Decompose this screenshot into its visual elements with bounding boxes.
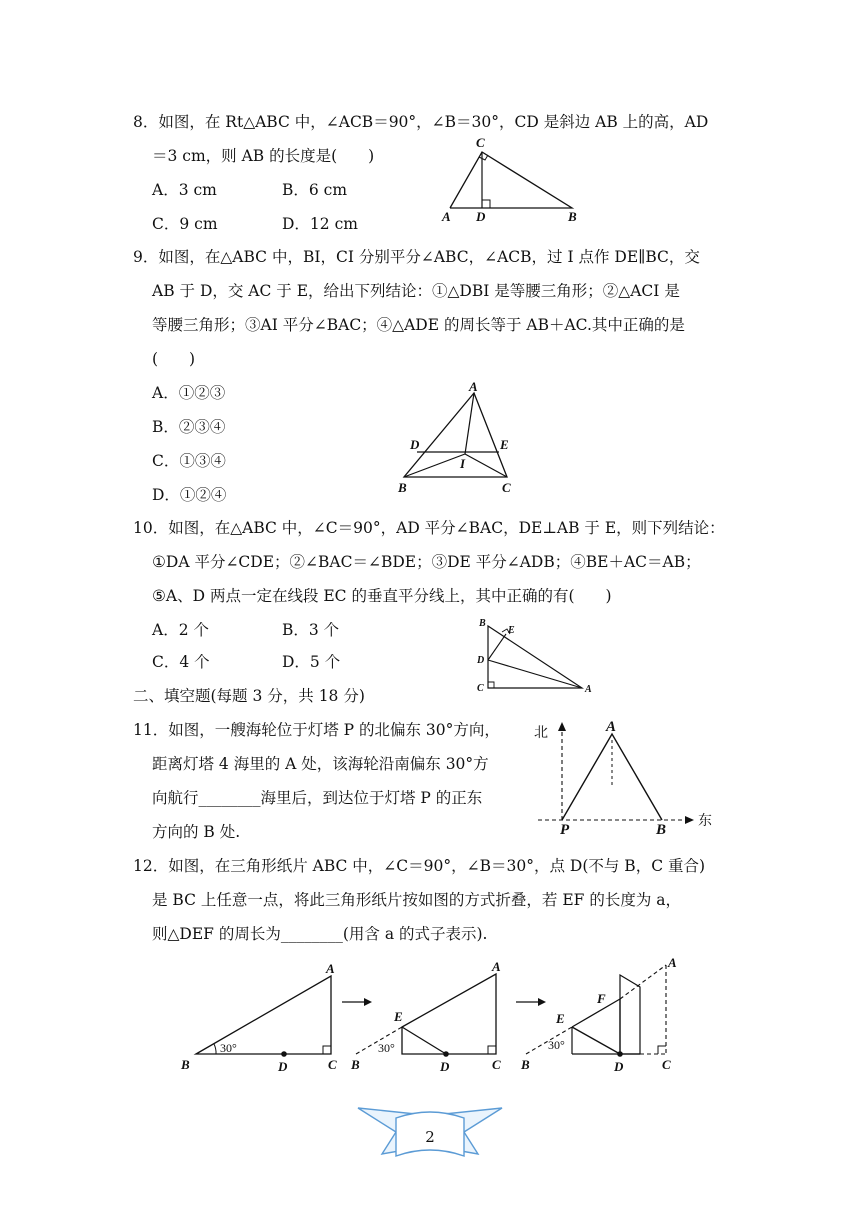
section-heading: 二、填空题(每题 3 分，共 18 分) xyxy=(133,687,365,705)
q12-line2: 是 BC 上任意一点，将此三角形纸片按如图的方式折叠，若 EF 的长度为 a， xyxy=(152,891,681,909)
q10-line2: ①DA 平分∠CDE；②∠BAC＝∠BDE；③DE 平分∠ADB；④BE＋AC＝AB； xyxy=(152,553,701,571)
q12-figure-2 xyxy=(350,959,501,1074)
q8-option-c: C．9 cm xyxy=(152,215,218,233)
q12-fig1-label-c: C xyxy=(328,1057,337,1072)
q12-fig3-label-c: C xyxy=(662,1057,671,1072)
q10-label-c: C xyxy=(477,683,484,694)
q8-label-a: A xyxy=(442,209,451,224)
q12-fig1-label-b: B xyxy=(181,1057,190,1072)
q9-line3: 等腰三角形；③AI 平分∠BAC；④△ADE 的周长等于 AB＋AC.其中正确的是 xyxy=(152,316,685,334)
q8-option-a: A．3 cm xyxy=(152,181,217,199)
q12-fig3-angle: 30° xyxy=(548,1038,565,1052)
q9-option-b: B．②③④ xyxy=(152,418,226,436)
q9-option-a: A．①②③ xyxy=(152,384,226,402)
q12-fig3-label-a: A xyxy=(668,955,677,970)
q8-option-b: B．6 cm xyxy=(282,181,348,199)
q9-label-i: I xyxy=(460,456,466,471)
q10-line1: 10．如图，在△ABC 中，∠C＝90°，AD 平分∠BAC，DE⊥AB 于 E，则下列结论： xyxy=(133,519,725,537)
q9-label-d: D xyxy=(410,437,420,452)
q10-option-a: A．2 个 xyxy=(152,621,209,639)
q8-option-d: D．12 cm xyxy=(282,215,358,233)
q12-figures xyxy=(170,955,700,1080)
q11-line3: 向航行________海里后，到达位于灯塔 P 的正东 xyxy=(152,789,483,807)
q12-fig3-label-f: F xyxy=(597,991,606,1006)
page-number: 2 xyxy=(425,1128,435,1146)
q11-label-p: P xyxy=(560,822,570,838)
q11-line2: 距离灯塔 4 海里的 A 处，该海轮沿南偏东 30°方 xyxy=(152,755,489,773)
q11-line1: 11．如图，一艘海轮位于灯塔 P 的北偏东 30°方向， xyxy=(133,721,500,739)
q10-label-e: E xyxy=(508,625,515,636)
q12-line3: 则△DEF 的周长为________(用含 a 的式子表示). xyxy=(152,925,488,943)
q12-figure-1 xyxy=(180,961,337,1074)
q8-line2: ＝3 cm，则 AB 的长度是( ) xyxy=(152,147,375,165)
q10-label-a: A xyxy=(585,684,592,695)
q12-fig2-label-c: C xyxy=(492,1057,501,1072)
q9-label-a: A xyxy=(469,379,478,394)
q12-fig2-label-a: A xyxy=(492,959,501,974)
q9-line1: 9．如图，在△ABC 中，BI，CI 分别平分∠ABC，∠ACB，过 I 点作 DE∥BC，交 xyxy=(133,248,700,266)
q12-fig1-label-d: D xyxy=(278,1059,288,1074)
q10-label-d: D xyxy=(477,655,485,666)
q10-figure xyxy=(474,614,604,700)
q8-line1: 8．如图，在 Rt△ABC 中，∠ACB＝90°，∠B＝30°，CD 是斜边 AB 上的高，AD xyxy=(133,113,709,131)
q9-label-b: B xyxy=(398,480,407,495)
q8-figure xyxy=(438,130,588,230)
q12-fig2-angle: 30° xyxy=(378,1041,395,1055)
q10-option-b: B．3 个 xyxy=(282,621,340,639)
q12-fig2-label-d: D xyxy=(440,1059,450,1074)
q10-option-c: C．4 个 xyxy=(152,653,210,671)
q12-figure-3 xyxy=(520,955,677,1074)
q8-label-c: C xyxy=(476,135,485,150)
q12-fig2-label-b: B xyxy=(351,1057,360,1072)
q12-fig2-label-e: E xyxy=(394,1009,403,1024)
q11-line4: 方向的 B 处. xyxy=(152,823,241,841)
q9-label-e: E xyxy=(500,437,509,452)
q8-label-b: B xyxy=(568,209,577,224)
q12-fig3-label-b: B xyxy=(521,1057,530,1072)
q12-line1: 12．如图，在三角形纸片 ABC 中，∠C＝90°，∠B＝30°，点 D(不与 B，C 重合) xyxy=(133,857,706,875)
q10-label-b: B xyxy=(479,618,486,629)
q12-fig1-label-a: A xyxy=(326,961,335,976)
q10-option-d: D．5 个 xyxy=(282,653,341,671)
q11-label-a: A xyxy=(606,719,617,735)
q8-label-d: D xyxy=(476,209,486,224)
q9-figure xyxy=(390,378,530,498)
q10-line3: ⑤A、D 两点一定在线段 EC 的垂直平分线上，其中正确的有( ) xyxy=(152,587,612,605)
q9-label-c: C xyxy=(502,480,511,495)
q11-label-east: 东 xyxy=(698,813,712,829)
q11-label-b: B xyxy=(656,822,667,838)
q11-figure xyxy=(530,716,725,838)
q12-fig3-label-d: D xyxy=(614,1059,624,1074)
q12-fig1-angle: 30° xyxy=(220,1041,237,1055)
q9-line4: ( ) xyxy=(152,350,196,368)
q12-fig3-label-e: E xyxy=(556,1011,565,1026)
q11-label-north: 北 xyxy=(534,725,548,741)
q9-option-d: D．①②④ xyxy=(152,486,227,504)
q9-line2: AB 于 D，交 AC 于 E，给出下列结论：①△DBI 是等腰三角形；②△ACI 是 xyxy=(152,282,680,300)
q9-option-c: C．①③④ xyxy=(152,452,226,470)
